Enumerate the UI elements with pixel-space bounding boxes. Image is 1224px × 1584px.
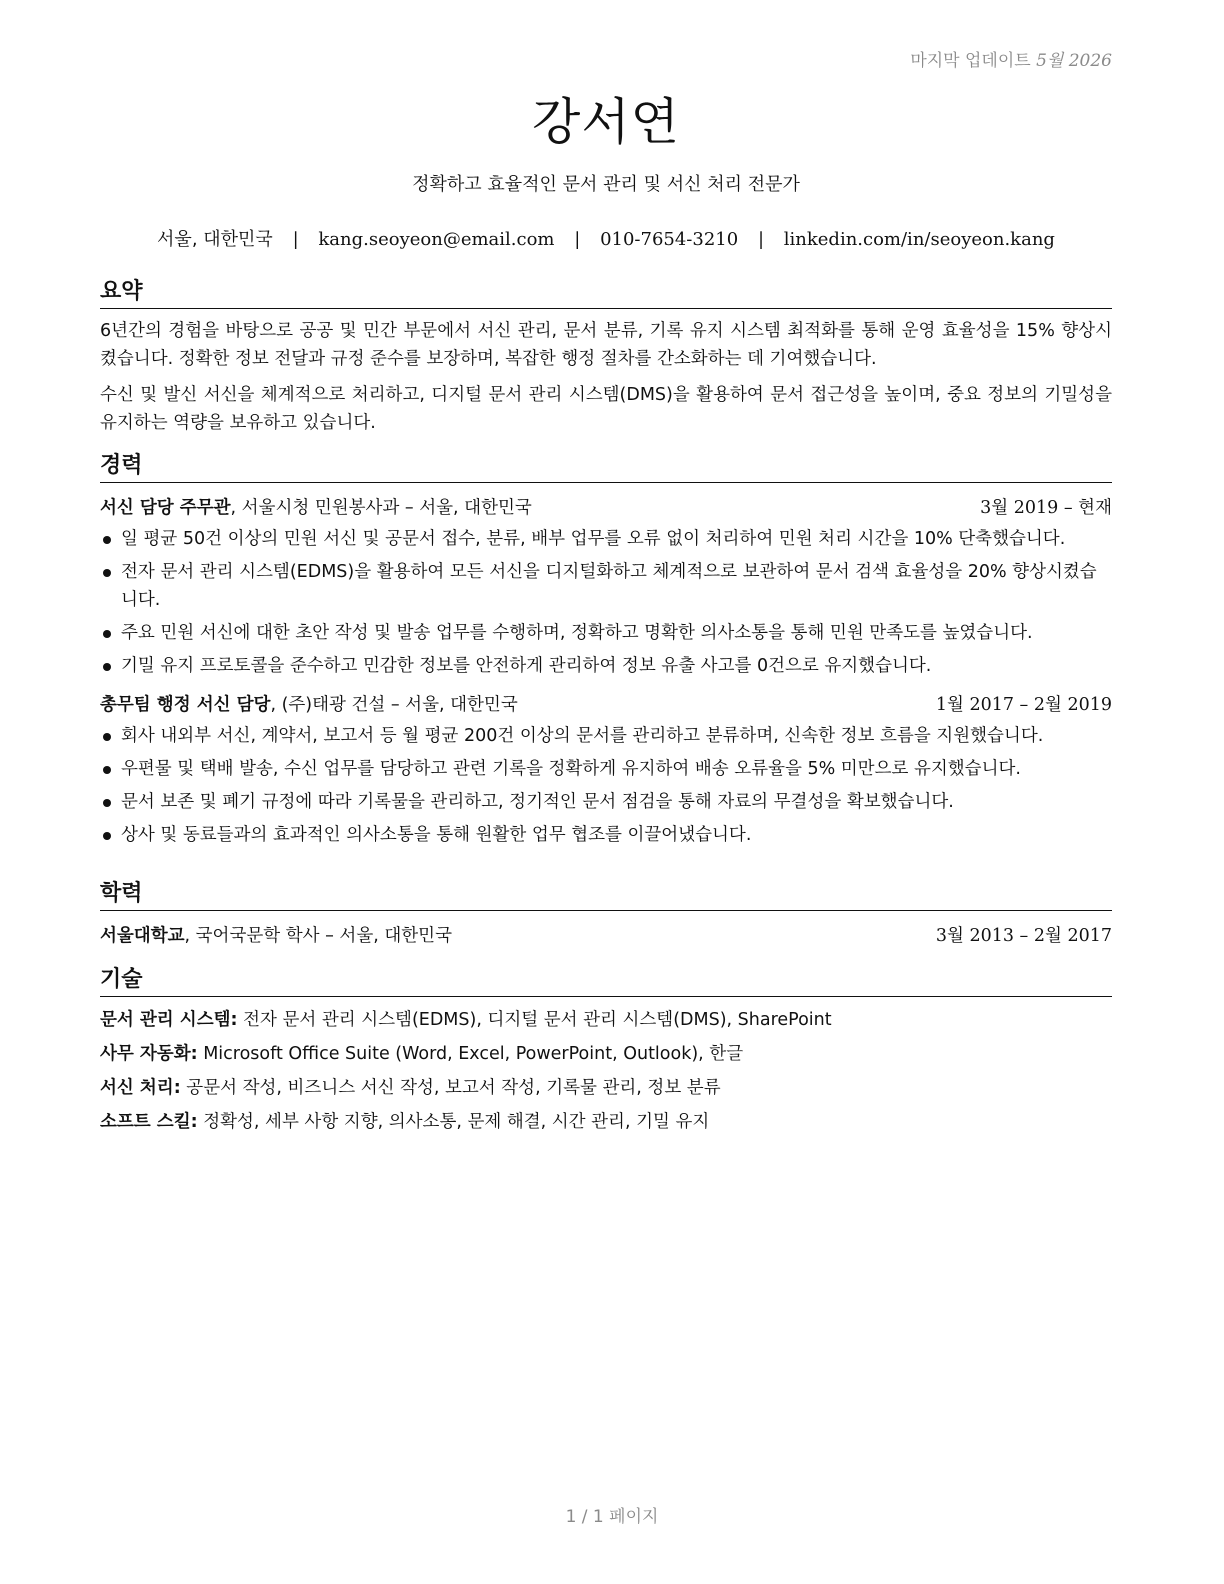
skills-list [100, 1003, 1112, 1139]
skill-value: Microsoft Office Suite (Word, Excel, PowerPoint, Outlook), 한글 [203, 1044, 744, 1064]
job-title-line [100, 692, 518, 718]
contact-separator: | [757, 229, 765, 250]
skill-row [100, 1105, 1112, 1139]
education-heading: 학력 [100, 880, 1112, 911]
education-dates: 3월 2013 – 2월 2017 [935, 926, 1112, 946]
education-entry [100, 923, 1112, 949]
job-bullets [100, 525, 1112, 680]
summary-section [100, 278, 1112, 437]
job-dates: 3월 2019 – 현재 [980, 498, 1112, 518]
candidate-name: 강서연 [532, 93, 680, 151]
page-indicator: 1 / 1 페이지 [565, 1507, 659, 1527]
last-updated-label: 마지막 업데이트 [910, 51, 1031, 71]
skills-heading: 기술 [100, 966, 1112, 997]
job-bullet: 문서 보존 및 폐기 규정에 따라 기록물을 관리하고, 정기적인 문서 점검을 통해 자료의 무결성을 확보했습니다. [100, 788, 1112, 816]
job-header [100, 495, 1112, 521]
contact-linkedin[interactable]: linkedin.com/in/seoyeon.kang [783, 229, 1055, 250]
job-title-line [100, 495, 532, 521]
skill-row [100, 1071, 1112, 1105]
skills-section [100, 966, 1112, 1139]
job-dates: 1월 2017 – 2월 2019 [935, 695, 1112, 715]
job-header [100, 692, 1112, 718]
education-detail: , 국어국문학 학사 – 서울, 대한민국 [184, 926, 452, 946]
experience-section [100, 452, 1112, 854]
job-bullet: 우편물 및 택배 발송, 수신 업무를 담당하고 관련 기록을 정확하게 유지하여 배송 오류율을 5% 미만으로 유지했습니다. [100, 755, 1112, 783]
skill-value: 전자 문서 관리 시스템(EDMS), 디지털 문서 관리 시스템(DMS), SharePoint [243, 1010, 832, 1030]
job-bullet: 상사 및 동료들과의 효과적인 의사소통을 통해 원활한 업무 협조를 이끌어냈습니다. [100, 821, 1112, 849]
contact-separator: | [292, 229, 299, 250]
summary-heading: 요약 [100, 278, 1112, 309]
job-org: , (주)태광 건설 – 서울, 대한민국 [270, 695, 518, 715]
contact-line [100, 225, 1112, 251]
skill-row [100, 1037, 1112, 1071]
contact-email[interactable]: kang.seoyeon@email.com [318, 229, 555, 250]
job-bullet: 전자 문서 관리 시스템(EDMS)을 활용하여 모든 서신을 디지털화하고 체계적으로 보관하여 문서 검색 효율성을 20% 향상시켰습니다. [100, 558, 1112, 614]
job-bullet: 기밀 유지 프로토콜을 준수하고 민감한 정보를 안전하게 관리하여 정보 유출 사고를 0건으로 유지했습니다. [100, 652, 1112, 680]
job-org: , 서울시청 민원봉사과 – 서울, 대한민국 [230, 498, 532, 518]
job-bullets [100, 722, 1112, 849]
education-school: 서울대학교 [100, 926, 185, 946]
job-title: 서신 담당 주무관 [100, 498, 231, 518]
contact-phone[interactable]: 010-7654-3210 [600, 229, 739, 250]
job-entry [100, 495, 1112, 680]
job-bullet: 회사 내외부 서신, 계약서, 보고서 등 월 평균 200건 이상의 문서를 관리하고 분류하며, 신속한 정보 흐름을 지원했습니다. [100, 722, 1112, 750]
skill-label: 소프트 스킬: [100, 1112, 198, 1132]
summary-paragraph: 6년간의 경험을 바탕으로 공공 및 민간 부문에서 서신 관리, 문서 분류, 기록 유지 시스템 최적화를 통해 운영 효율성을 15% 향상시켰습니다. 정확한 정보 전달과 규정 준수를 보장하며, 복잡한 행정 절차를 간소화하는 데 기여했습니다. [100, 321, 1112, 369]
education-line [100, 923, 452, 949]
last-updated-date: 5월 2026 [1036, 51, 1112, 71]
skill-label: 사무 자동화: [100, 1044, 198, 1064]
experience-heading: 경력 [100, 452, 1112, 483]
tagline: 정확하고 효율적인 문서 관리 및 서신 처리 전문가 [412, 174, 800, 195]
skill-label: 문서 관리 시스템: [100, 1010, 238, 1030]
job-title: 총무팀 행정 서신 담당 [100, 695, 271, 715]
contact-separator: | [574, 229, 581, 250]
job-bullet: 주요 민원 서신에 대한 초안 작성 및 발송 업무를 수행하며, 정확하고 명확한 의사소통을 통해 민원 만족도를 높였습니다. [100, 619, 1112, 647]
last-updated [910, 46, 1112, 71]
summary-paragraph: 수신 및 발신 서신을 체계적으로 처리하고, 디지털 문서 관리 시스템(DMS)을 활용하여 문서 접근성을 높이며, 중요 정보의 기밀성을 유지하는 역량을 보유하고 있습니다. [100, 385, 1112, 433]
job-bullet: 일 평균 50건 이상의 민원 서신 및 공문서 접수, 분류, 배부 업무를 오류 없이 처리하여 민원 처리 시간을 10% 단축했습니다. [100, 525, 1112, 553]
contact-location: 서울, 대한민국 [157, 229, 273, 250]
skill-label: 서신 처리: [100, 1078, 181, 1098]
skill-value: 정확성, 세부 사항 지향, 의사소통, 문제 해결, 시간 관리, 기밀 유지 [203, 1112, 710, 1132]
skill-value: 공문서 작성, 비즈니스 서신 작성, 보고서 작성, 기록물 관리, 정보 분류 [186, 1078, 721, 1098]
skill-row [100, 1003, 1112, 1037]
education-section [100, 880, 1112, 949]
job-entry [100, 692, 1112, 849]
